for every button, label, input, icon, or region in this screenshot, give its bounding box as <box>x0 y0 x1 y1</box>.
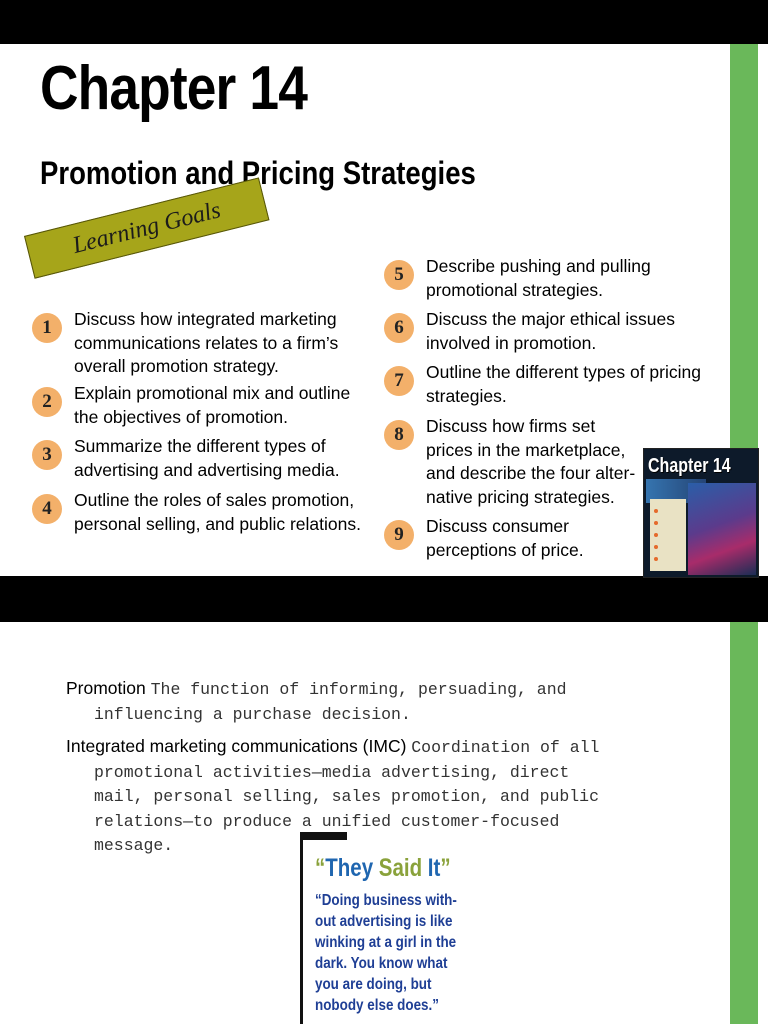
goal-number-badge: 2 <box>32 387 62 417</box>
goal-item-4 <box>32 489 377 536</box>
cover-title: Chapter 14 <box>648 455 731 477</box>
goal-item-6 <box>384 308 714 355</box>
goal-text: Outline the different types of pricing strategies. <box>426 362 701 406</box>
slide-divider-bar <box>0 576 768 622</box>
definition-body: Coordination of all <box>411 738 600 757</box>
goal-number-badge: 3 <box>32 440 62 470</box>
goal-number-badge: 8 <box>384 420 414 450</box>
definition-body: promotional activities—media advertising, direct <box>94 762 570 782</box>
quote-open-mark: “ <box>315 854 326 882</box>
cover-bullet <box>654 521 658 525</box>
definition-body: message. <box>94 836 174 855</box>
goal-text: Discuss how firms set prices in the marketplace, and describe the four alter-native pricing strategies. <box>426 416 636 507</box>
goal-item-1 <box>32 308 377 379</box>
goal-item-8 <box>384 415 646 509</box>
learning-goals-banner <box>24 177 269 278</box>
cover-photo <box>688 483 756 575</box>
definition-body: influencing a purchase decision. <box>94 704 411 724</box>
goal-text: Summarize the different types of advertising and advertising media. <box>74 436 340 480</box>
definition-body: mail, personal selling, sales promotion, and public <box>94 787 599 806</box>
goal-text: Discuss how integrated marketing communications relates to a firm’s overall promotion strategy. <box>74 309 339 376</box>
green-side-bar-2 <box>730 622 758 1024</box>
goal-text: Discuss consumer perceptions of price. <box>426 516 584 560</box>
goal-number-badge: 4 <box>32 494 62 524</box>
goal-item-5 <box>384 255 714 302</box>
they-said-it-box <box>300 832 473 1024</box>
quote-box-top-bar <box>303 832 347 840</box>
goal-number-badge: 6 <box>384 313 414 343</box>
definition-body: relations—to produce a unified customer-focused <box>94 811 560 831</box>
goal-number-badge: 9 <box>384 520 414 550</box>
goal-text: Discuss the major ethical issues involved in promotion. <box>426 309 675 353</box>
goal-item-2 <box>32 382 377 429</box>
top-black-bar <box>0 0 768 44</box>
chapter-title: Chapter 14 <box>40 54 307 123</box>
definition-body: The function of informing, persuading, and <box>150 680 567 699</box>
goal-text: Explain promotional mix and outline the objectives of promotion. <box>74 383 351 427</box>
chapter-subtitle: Promotion and Pricing Strategies <box>40 155 476 191</box>
definition-term: Promotion <box>66 678 146 698</box>
chapter-cover-thumbnail <box>643 448 759 578</box>
cover-bullet <box>654 533 658 537</box>
quote-heading-said: Said <box>378 854 423 882</box>
goal-item-7 <box>384 361 714 408</box>
quote-heading-they: They <box>325 854 374 882</box>
quote-heading-it: It <box>427 854 441 882</box>
definition-promotion <box>66 677 706 726</box>
goal-number-badge: 7 <box>384 366 414 396</box>
quote-text: “Doing business with-out advertising is like winking at a girl in the dark. You know what you are doing, but nobody else does.” <box>315 892 457 1014</box>
goal-item-3 <box>32 435 377 482</box>
goal-item-9 <box>384 515 646 562</box>
cover-bullet <box>654 509 658 513</box>
quote-close-mark: ” <box>440 854 451 882</box>
cover-goals-strip <box>650 499 686 571</box>
goal-text: Outline the roles of sales promotion, personal selling, and public relations. <box>74 490 361 534</box>
cover-bullet <box>654 557 658 561</box>
definition-term: Integrated marketing communications (IMC) <box>66 736 407 756</box>
learning-goals-label: Learning Goals <box>70 196 224 259</box>
quote-heading <box>315 854 451 883</box>
goal-text: Describe pushing and pulling promotional strategies. <box>426 256 651 300</box>
goal-number-badge: 1 <box>32 313 62 343</box>
cover-bullet <box>654 545 658 549</box>
goal-number-badge: 5 <box>384 260 414 290</box>
